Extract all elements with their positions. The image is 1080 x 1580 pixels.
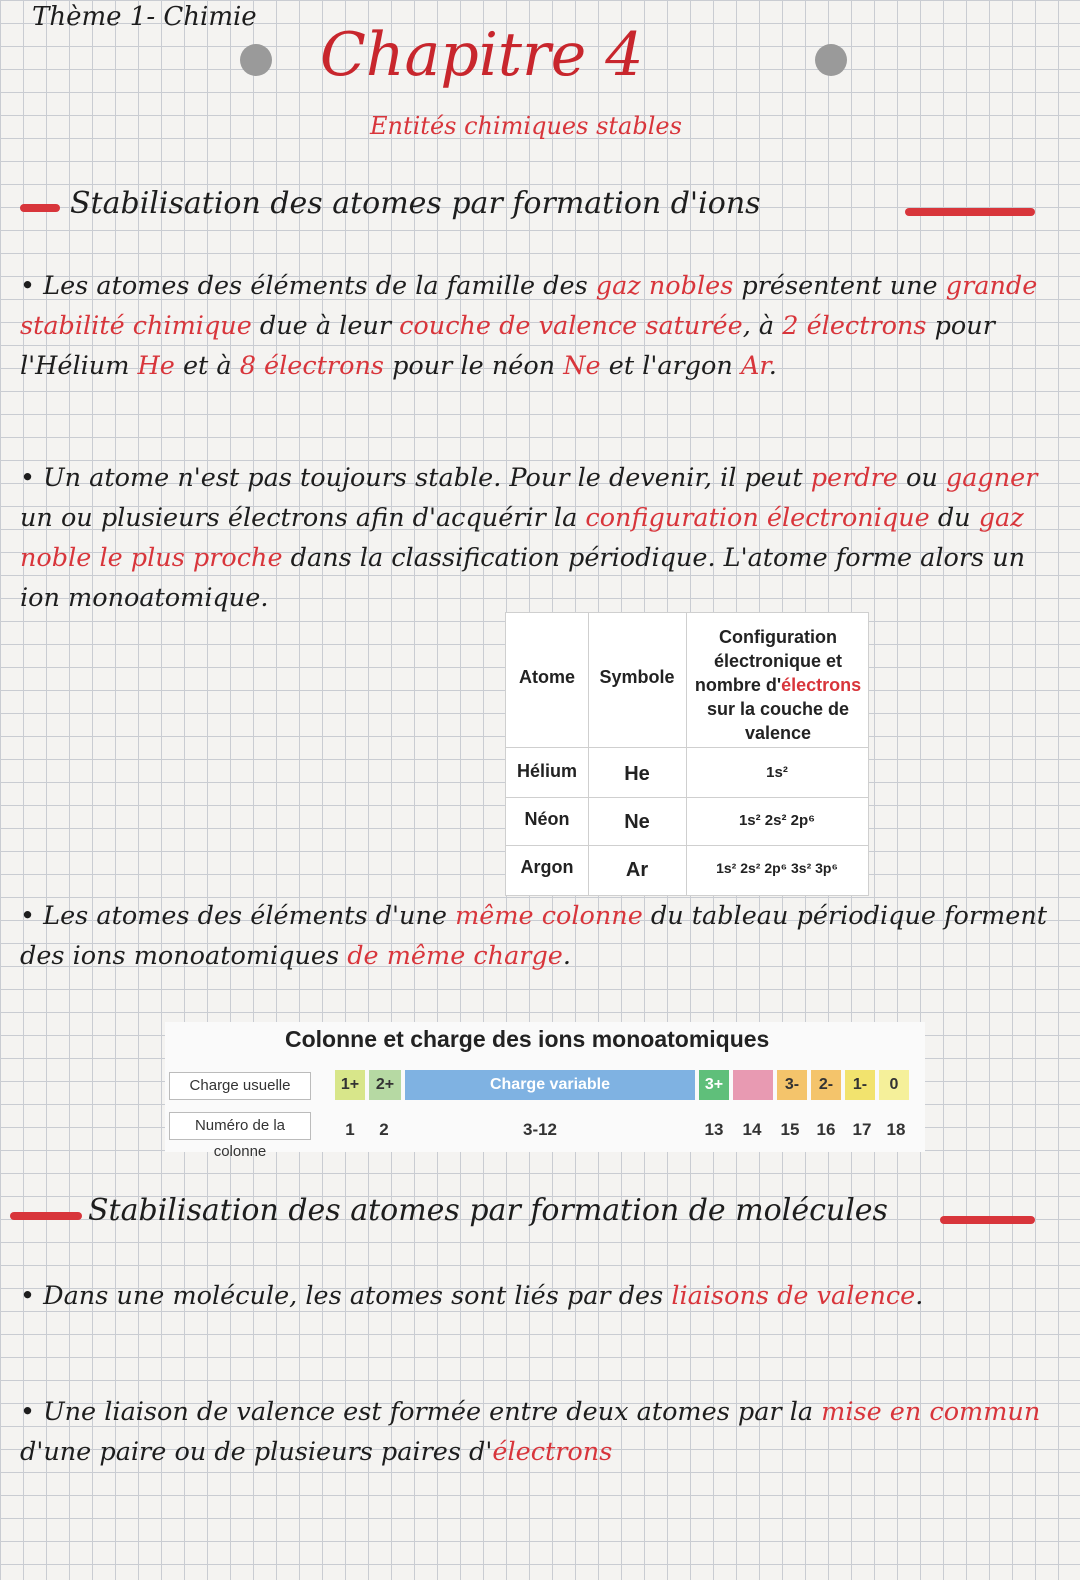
charge-cell: 3+ [699, 1070, 729, 1100]
heading-bar [940, 1216, 1035, 1224]
charge-cell: 2+ [369, 1070, 401, 1100]
charge-cell [733, 1070, 773, 1100]
charge-cell: 2- [811, 1070, 841, 1100]
section2-paragraph-1: • Dans une molécule, les atomes sont liés par des liaisons de valence. [20, 1281, 924, 1311]
charge-cell: 1- [845, 1070, 875, 1100]
chapter-subtitle: Entités chimiques stables [370, 112, 682, 140]
table-row-config: 1s² [766, 764, 788, 781]
table-header-symbole: Symbole [599, 667, 675, 687]
section1-heading: Stabilisation des atomes par formation d'ions [70, 186, 761, 221]
column-number: 14 [742, 1120, 762, 1139]
heading-bar [905, 208, 1035, 216]
table-row-config: 1s² 2s² 2p⁶ [738, 812, 816, 829]
charge-cell: 3- [777, 1070, 807, 1100]
noble-gas-table [505, 612, 869, 896]
theme-label: Thème 1- Chimie [32, 2, 257, 32]
section1-paragraph-2: • Un atome n'est pas toujours stable. Pour le devenir, il peut perdre ou gagner un ou plusieurs électrons afin d'acquérir la configuration électronique du gaz noble le plus proche dans la classification périodique. L'atome forme alors un ion monoatomique. [20, 463, 1038, 613]
binder-hole [240, 44, 272, 76]
column-number: 15 [780, 1120, 800, 1139]
column-number: 1 [345, 1120, 355, 1139]
table-header-config: Configuration électronique et nombre d'électrons sur la couche de valence [694, 627, 862, 743]
table-row-symbole: Ar [625, 859, 649, 881]
table-row-atome: Néon [524, 809, 570, 829]
column-number: 3-12 [522, 1120, 558, 1139]
column-number: 2 [379, 1120, 389, 1139]
table-row-symbole: Ne [624, 811, 650, 833]
charge-cell: Charge variable [405, 1070, 695, 1100]
heading-bar [20, 204, 60, 212]
table-row-atome: Argon [520, 857, 574, 877]
charge-row-label: Charge usuelle [169, 1072, 311, 1100]
heading-bar [10, 1212, 82, 1220]
column-number: 17 [852, 1120, 872, 1139]
table-header-atome: Atome [518, 667, 575, 687]
ion-charge-table [165, 1022, 925, 1160]
column-number: 16 [816, 1120, 836, 1139]
table-row-config: 1s² 2s² 2p⁶ 3s² 3p⁶ [716, 860, 838, 876]
chapter-title: Chapitre 4 [320, 20, 644, 90]
table-row-symbole: He [624, 763, 650, 785]
column-number: 13 [704, 1120, 724, 1139]
column-number: 18 [886, 1120, 906, 1139]
charge-cell: 1+ [335, 1070, 365, 1100]
column-row-label: Numéro de la colonne [169, 1112, 311, 1140]
table-row-atome: Hélium [516, 761, 577, 781]
section2-heading: Stabilisation des atomes par formation de molécules [88, 1193, 888, 1228]
ion-table-title: Colonne et charge des ions monoatomiques [285, 1026, 770, 1052]
binder-hole [815, 44, 847, 76]
charge-cell: 0 [879, 1070, 909, 1100]
section2-paragraph-2: • Une liaison de valence est formée entre deux atomes par la mise en commun d'une paire ou de plusieurs paires d'électrons [20, 1397, 1041, 1467]
section1-paragraph-1: • Les atomes des éléments de la famille des gaz nobles présentent une grande stabilité chimique due à leur couche de valence saturée, à 2 électrons pour l'Hélium He et à 8 électrons pour le néon Ne et l'argon Ar. [20, 271, 1038, 381]
section1-paragraph-3: • Les atomes des éléments d'une même colonne du tableau périodique forment des ions monoatomiques de même charge. [20, 901, 1047, 971]
